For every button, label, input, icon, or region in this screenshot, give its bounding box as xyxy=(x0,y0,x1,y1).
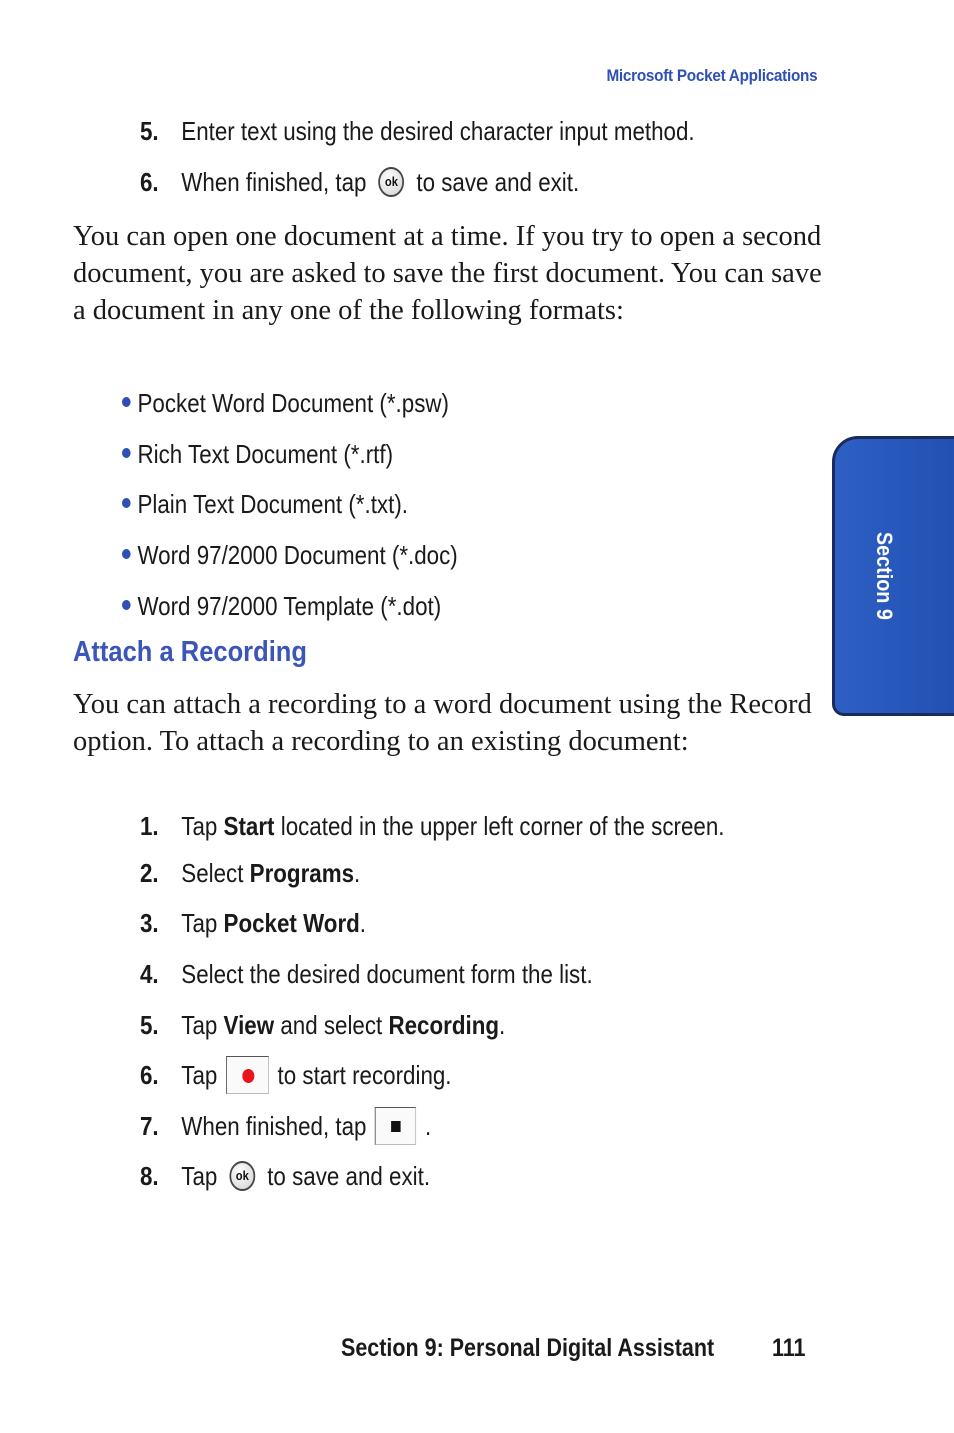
list-item: Word 97/2000 Document (*.doc) xyxy=(122,539,458,571)
section-tab-label: Section 9 xyxy=(872,531,897,620)
list-item: Word 97/2000 Template (*.dot) xyxy=(122,590,441,622)
list-item: Pocket Word Document (*.psw) xyxy=(122,387,449,419)
section-heading: Attach a Recording xyxy=(73,636,307,668)
bullet-icon xyxy=(122,448,131,458)
running-header: Microsoft Pocket Applications xyxy=(606,66,817,85)
bullet-icon xyxy=(122,600,131,610)
step-5-enter-text xyxy=(140,114,695,148)
ok-icon: ok xyxy=(229,1161,255,1191)
step-number: 6. xyxy=(140,167,159,197)
ok-icon: ok xyxy=(379,167,405,197)
step-number: 5. xyxy=(140,116,159,146)
step-6-finish xyxy=(140,165,579,199)
list-item: Rich Text Document (*.rtf) xyxy=(122,438,393,470)
page-number: 111 xyxy=(772,1334,806,1362)
section-tab xyxy=(832,436,954,716)
footer-section-title: Section 9: Personal Digital Assistant xyxy=(341,1334,715,1362)
step-4: 4. Select the desired document form the list. xyxy=(140,959,593,989)
bullet-icon xyxy=(122,397,131,407)
paragraph-open-document: You can open one document at a time. If you try to open a second document, you are asked to save the first document. You can save a document in any one of the following formats: xyxy=(73,221,822,326)
step-8: 8. Tap ok to save and exit. xyxy=(140,1161,431,1191)
step-text: Enter text using the desired character input method. xyxy=(181,116,695,146)
paragraph-attach-recording: You can attach a recording to a word document using the Record option. To attach a recording to an existing document: xyxy=(73,689,812,757)
bullet-icon xyxy=(122,549,131,559)
record-icon xyxy=(226,1056,269,1094)
step-2: 2. Select Programs. xyxy=(140,858,361,888)
step-6: 6. Tap to start recording. xyxy=(140,1058,452,1092)
step-5: 5. Tap View and select Recording. xyxy=(140,1010,506,1040)
step-text: to save and exit. xyxy=(416,167,580,197)
stop-icon xyxy=(375,1107,416,1145)
step-1: 1. Tap Start located in the upper left corner of the screen. xyxy=(140,811,725,841)
step-7: 7. When finished, tap . xyxy=(140,1109,431,1143)
list-item: Plain Text Document (*.txt). xyxy=(122,488,408,520)
bullet-icon xyxy=(122,498,131,508)
step-text: When finished, tap xyxy=(181,167,367,197)
step-3: 3. Tap Pocket Word. xyxy=(140,908,367,938)
